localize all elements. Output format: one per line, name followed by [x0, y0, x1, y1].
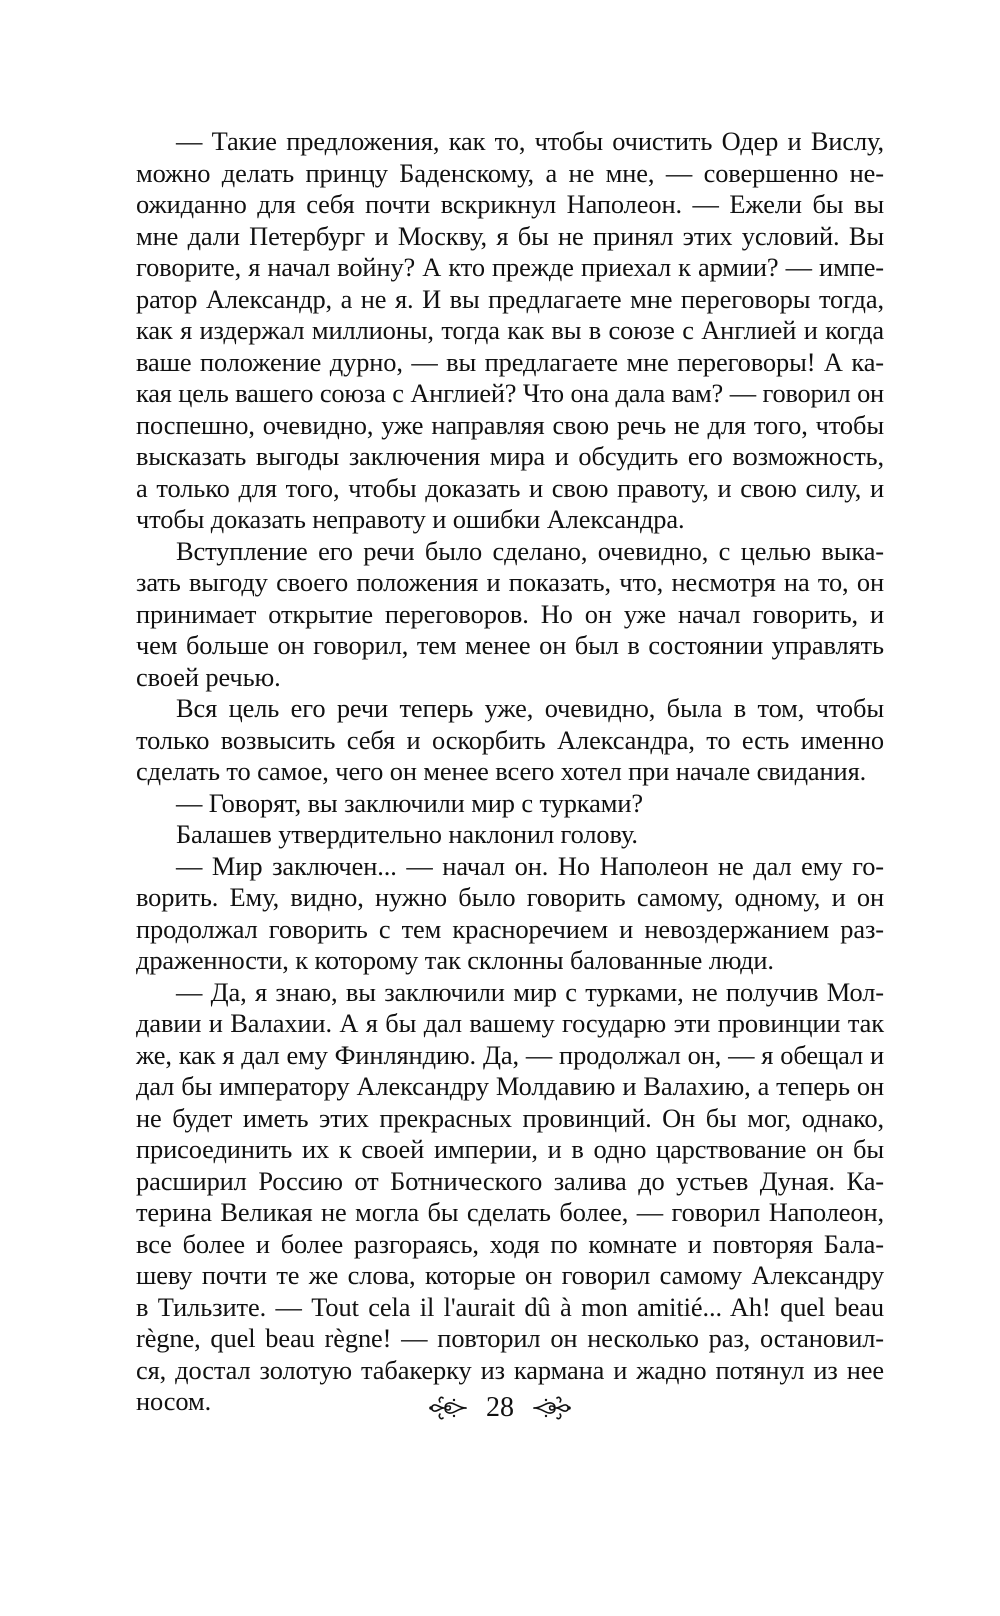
text-line: чтобы доказать неправоту и ошибки Александра.: [136, 504, 685, 534]
floral-ornament-icon: [532, 1393, 572, 1423]
text-line: — Да, я знаю, вы заключили мир с турками, не получив Мол-: [176, 976, 884, 1007]
page-number: 28: [486, 1392, 514, 1423]
text-line: шеву почти те же слова, которые он говорил самому Александру: [136, 1260, 884, 1290]
text-line: — Мир заключен... — начал он. Но Наполеон не дал ему го-: [176, 850, 884, 881]
text-line: терина Великая не могла бы сделать более, — говорил Наполеон,: [136, 1197, 884, 1227]
text-line: сделать то самое, чего он менее всего хотел при начале свидания.: [136, 756, 867, 786]
text-line: ся, достал золотую табакерку из кармана и жадно потянул из нее: [136, 1354, 884, 1385]
text-line: не будет иметь этих прекрасных провинций. Он бы мог, однако,: [136, 1102, 884, 1133]
text-line: как я издержал миллионы, тогда как вы в союзе с Англией и когда: [136, 315, 884, 345]
text-line: Балашев утвердительно наклонил голову.: [176, 819, 638, 849]
text-line: продолжал говорить с тем красноречием и невоздержанием раз-: [136, 913, 884, 944]
text-line: присоединить их к своей империи, и в одно царствование он бы: [136, 1134, 884, 1164]
text-line: кая цель вашего союза с Англией? Что она дала вам? — говорил он: [136, 378, 884, 408]
page-footer: [0, 1388, 1000, 1428]
text-line: règne, quel beau règne! — повторил он несколько раз, остановил-: [136, 1323, 884, 1353]
text-line: своей речью.: [136, 661, 281, 692]
text-line: в Тильзите. — Tout cela il l'aurait dû à mon amitié... Ah! quel beau: [136, 1291, 884, 1322]
body-text: [136, 126, 884, 1418]
text-line: только возвысить себя и оскорбить Александра, то есть именно: [136, 724, 884, 755]
text-line: принимает открытие переговоров. Но он уже начал говорить, и: [136, 598, 884, 629]
text-line: — Такие предложения, как то, чтобы очистить Одер и Вислу,: [176, 126, 884, 156]
text-line: говорите, я начал войну? А кто прежде приехал к армии? — импе-: [136, 252, 884, 282]
text-line: Вся цель его речи теперь уже, очевидно, была в том, чтобы: [176, 693, 884, 723]
text-line: высказать выгоды заключения мира и обсудить его возможность,: [136, 441, 884, 471]
text-line: можно делать принцу Баденскому, а не мне, — совершенно не-: [136, 157, 884, 188]
text-line: поспешно, очевидно, уже направляя свою речь не для того, чтобы: [136, 409, 884, 440]
text-line: а только для того, чтобы доказать и свою правоту, и свою силу, и: [136, 472, 884, 503]
text-line: чем больше он говорил, тем менее он был в состоянии управлять: [136, 630, 884, 660]
floral-ornament-icon: [428, 1393, 468, 1423]
text-line: Вступление его речи было сделано, очевидно, с целью выка-: [176, 535, 884, 566]
text-line: ожиданно для себя почти вскрикнул Наполеон. — Ежели бы вы: [136, 189, 884, 219]
text-line: давии и Валахии. А я бы дал вашему государю эти провинции так: [136, 1008, 884, 1038]
text-line: зать выгоду своего положения и показать, что, несмотря на то, он: [136, 567, 884, 597]
text-line: же, как я дал ему Финляндию. Да, — продолжал он, — я обещал и: [136, 1039, 884, 1070]
text-line: ваше положение дурно, — вы предлагаете мне переговоры! А ка-: [136, 346, 884, 377]
text-line: все более и более разгораясь, ходя по комнате и повторяя Бала-: [136, 1228, 884, 1259]
text-line: ратор Александр, а не я. И вы предлагаете мне переговоры тогда,: [136, 283, 884, 314]
text-line: ворить. Ему, видно, нужно было говорить самому, одному, и он: [136, 882, 884, 912]
text-line: дал бы императору Александру Молдавию и Валахию, а теперь он: [136, 1071, 884, 1101]
text-line: драженности, к которому так склонны балованные люди.: [136, 945, 774, 975]
text-line: носом.: [136, 1386, 212, 1416]
text-line: расширил Россию от Ботнического залива до устьев Дуная. Ка-: [136, 1165, 884, 1196]
text-line: — Говорят, вы заключили мир с турками?: [176, 787, 643, 818]
text-line: мне дали Петербург и Москву, я бы не принял этих условий. Вы: [136, 220, 884, 251]
